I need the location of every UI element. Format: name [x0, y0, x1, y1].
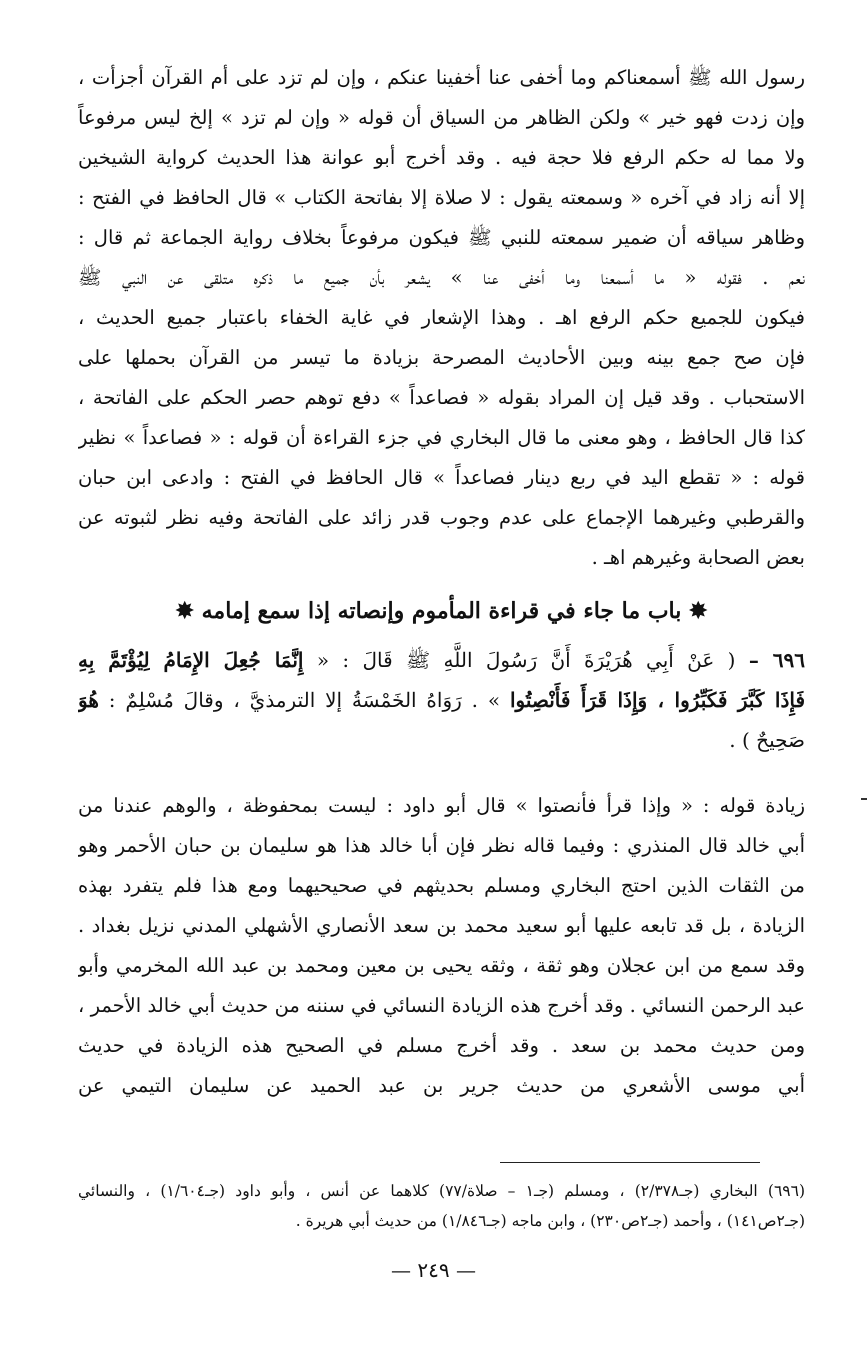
text-line: قوله : « تقطع اليد في ربع دينار فصاعداً » قال الحافظ في الفتح : وادعى ابن حبان — [78, 466, 805, 489]
text-line: وإن زدت فهو خير » ولكن الظاهر من السياق أن قوله « وإن لم تزد » إلخ ليس مرفوعاً — [78, 106, 805, 129]
hadith-line — [78, 640, 805, 680]
text-line: عبد الرحمن النسائي . وقد أخرج هذه الزيادة النسائي في سننه من حديث أبي خالد الأحمر ، — [78, 994, 805, 1017]
hadith-quote: إِنَّمَا جُعِلَ الإِمَامُ لِيُؤْتَمَّ بِهِ — [78, 648, 304, 672]
footnotes — [78, 1176, 805, 1236]
hadith-quote: فَإِذَا كَبَّرَ فَكَبِّرُوا ، وَإِذَا قَرَأَ فَأَنْصِتُوا — [509, 688, 805, 712]
text-line: رسول الله ﷺ أسمعناكم وما أخفى عنا أخفينا عنكم ، وإن لم تزد على أم القرآن أجزأت ، — [78, 66, 805, 89]
footnote-divider — [500, 1162, 760, 1163]
page-number: — ٢٤٩ — — [391, 1258, 476, 1282]
text-line: فإن صح جمع بينه وبين الأحاديث المصرحة بزيادة ما تيسر من القرآن بحملها على — [78, 346, 805, 369]
text-line: كذا قال الحافظ ، وهو معنى ما قال البخاري في جزء القراءة أن قوله : « فصاعداً » نظير — [78, 426, 805, 449]
star-ornament-icon: ✸ — [175, 598, 194, 624]
footnote-line: (جـ٢ص١٤١) ، وأحمد (جـ٢ص٢٣٠) ، وابن ماجه (جـ١/٨٤٦) من حديث أبي هريرة . — [295, 1212, 805, 1230]
spacer — [78, 760, 805, 786]
margin-mark — [861, 798, 867, 800]
commentary-paragraph — [78, 786, 805, 1106]
text-line: وقد سمع من ابن عجلان وهو ثقة ، وثقه يحيى بن معين ومحمد بن عبد الله المخرمي وأبو — [78, 954, 805, 977]
text-line: أبي موسى الأشعري من حديث جرير بن عبد الحميد عن سليمان التيمي عن — [78, 1074, 805, 1097]
text-line: ومن حديث محمد بن سعد . وقد أخرج مسلم في الصحيح هذه الزيادة في حديث — [78, 1034, 805, 1057]
text-line: من الثقات الذين احتج البخاري ومسلم بحديثهم في صحيحيهما ومع هذا فلم يتفرد بهذه — [78, 874, 805, 897]
hadith-quote: هُوَ — [78, 688, 99, 712]
text-line: ولا مما له حكم الرفع فلا حجة فيه . وقد أخرج أبو عوانة هذا الحديث كرواية الشيخين — [78, 146, 805, 169]
text-line: الاستحباب . وقد قيل إن المراد بقوله « فصاعداً » دفع توهم حصر الحكم على الفاتحة ، — [78, 386, 805, 409]
text-line: الزيادة ، بل قد تابعه عليها أبو سعيد محمد بن سعد الأنصاري الأشهلي المدني نزيل بغداد . — [78, 914, 805, 937]
text-line: زيادة قوله : « وإذا قرأ فأنصتوا » قال أبو داود : ليست بمحفوظة ، والوهم عندنا من — [78, 794, 805, 817]
text-line: إلا أنه زاد في آخره « وسمعته يقول : لا صلاة إلا بفاتحة الكتاب » قال الحافظ في الفتح : — [78, 186, 805, 209]
text-line: فيكون للجميع حكم الرفع اهـ . وهذا الإشعار في غاية الخفاء باعتبار جميع الحديث ، — [78, 306, 805, 329]
footnote-line: (٦٩٦) البخاري (جـ٢/٣٧٨) ، ومسلم (جـ١ – صلاة/٧٧) كلاهما عن أنس ، وأبو داود (جـ١/٦٠٤) ، والنسائي — [78, 1182, 805, 1200]
text-line: بعض الصحابة وغيرهم اهـ . — [591, 546, 805, 569]
body-paragraph — [78, 58, 805, 578]
hadith-text: » . رَوَاهُ الخَمْسَةُ إلا الترمذيَّ ، وقالَ مُسْلِمٌ : — [108, 688, 501, 712]
hadith-number: ٦٩٦ – — [748, 648, 805, 672]
text-line: أبي خالد قال المنذري : وفيما قاله نظر فإن أبا خالد هذا هو سليمان بن حبان الأحمر وهو — [78, 834, 805, 857]
hadith-line: صَحِيحٌ ) . — [729, 728, 805, 752]
hadith-line — [78, 680, 805, 720]
text-line: وظاهر سياقه أن ضمير سمعته للنبي ﷺ فيكون مرفوعاً بخلاف رواية الجماعة ثم قال : — [78, 226, 805, 249]
hadith-block — [78, 640, 805, 760]
star-ornament-icon: ✸ — [689, 598, 708, 624]
chapter-title: باب ما جاء في قراءة المأموم وإنصاته إذا سمع إمامه — [201, 598, 682, 624]
text-line: نعم . فقوله « ما أسمعنا وما أخفى عنا » يشعر بأن جميع ما ذكره متلقى عن النبي ﷺ — [78, 266, 805, 289]
hadith-text: ( عَنْ أَبِي هُرَيْرَةَ أَنَّ رَسُولَ اللَّهِ ﷺ قَالَ : « — [316, 648, 736, 672]
chapter-heading — [78, 582, 805, 640]
text-line: والقرطبي وغيرهما الإجماع على عدم وجوب قدر زائد على الفاتحة وفيه نظر لثبوته عن — [78, 506, 805, 529]
